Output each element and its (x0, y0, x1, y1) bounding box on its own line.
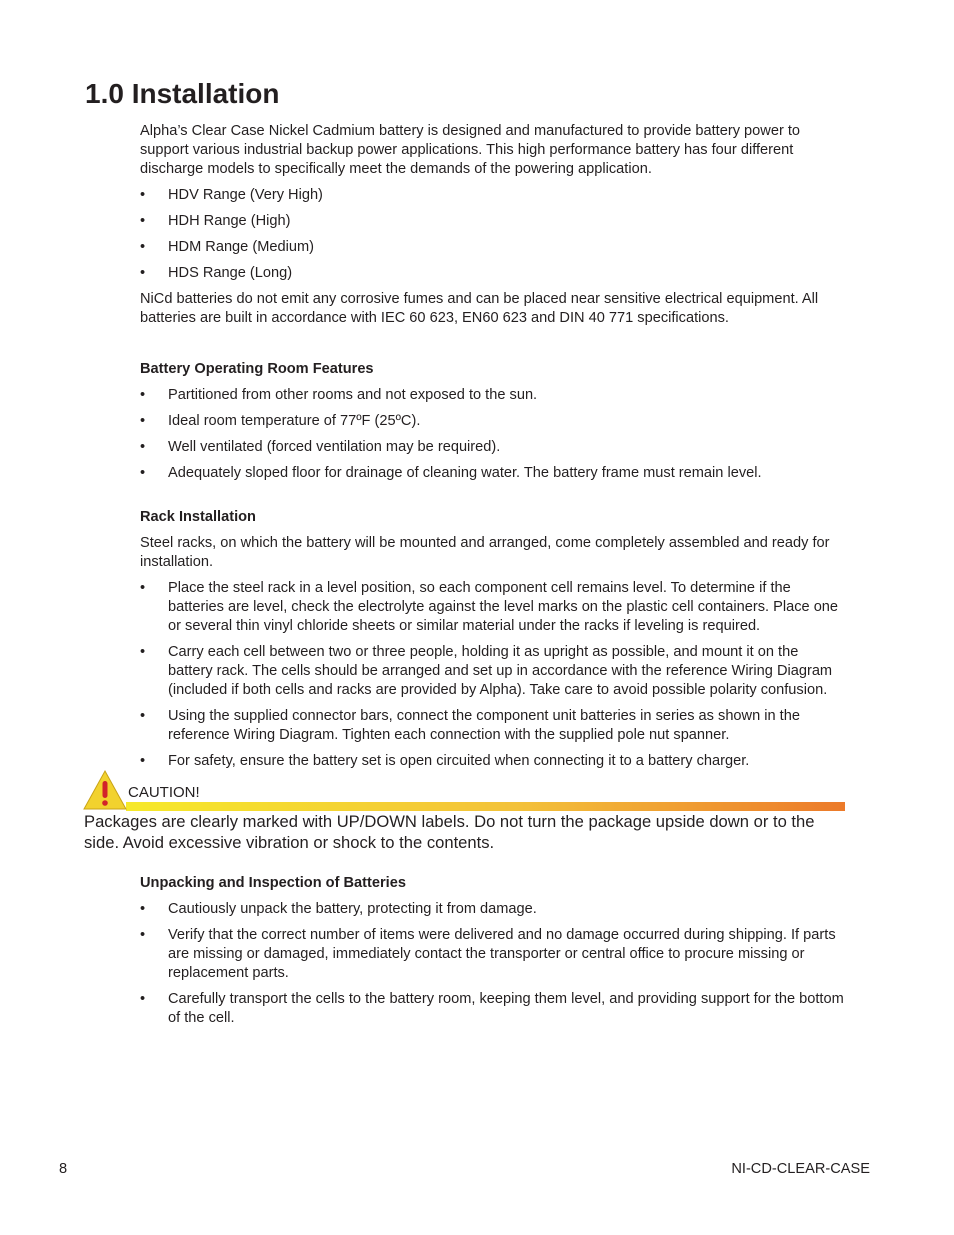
caution-label: CAUTION! (128, 784, 200, 801)
list-item: • Carry each cell between two or three people, holding it as upright as possible, and mount it on the battery rack. The cells should be arranged and set up in accordance with the reference Wiring Diagram (included if both cells and racks are provided by Alpha). Take care to avoid possible polarity confusion. (140, 643, 845, 700)
list-item: • For safety, ensure the battery set is open circuited when connecting it to a battery charger. (140, 752, 845, 771)
list-item: • HDM Range (Medium) (140, 238, 845, 257)
page-title: 1.0 Installation (85, 78, 280, 109)
room-features-list (140, 386, 845, 483)
room-features-heading: Battery Operating Room Features (140, 361, 374, 377)
main-content (84, 122, 845, 1035)
list-item: • Adequately sloped floor for drainage of cleaning water. The battery frame must remain level. (140, 464, 845, 483)
document-id: NI-CD-CLEAR-CASE (731, 1161, 870, 1177)
list-item: • Carefully transport the cells to the battery room, keeping them level, and providing support for the bottom of the cell. (140, 990, 845, 1028)
caution-callout (84, 783, 845, 853)
intro-paragraph: Alpha’s Clear Case Nickel Cadmium battery is designed and manufactured to provide battery power to support various industrial backup power applications. This high performance battery has four different discharge models to specifically meet the demands of the powering application. (140, 123, 801, 177)
list-item: • HDH Range (High) (140, 212, 845, 231)
nicd-note-paragraph: NiCd batteries do not emit any corrosive fumes and can be placed near sensitive electrical equipment. All batteries are built in accordance with IEC 60 623, EN60 623 and DIN 40 771 specifications. (140, 291, 819, 326)
caution-bar (126, 802, 845, 811)
rack-installation-heading: Rack Installation (140, 509, 256, 525)
rack-intro-paragraph: Steel racks, on which the battery will be mounted and arranged, come completely assembled and ready for installation. (140, 535, 830, 570)
warning-triangle-icon (82, 769, 128, 811)
rack-installation-list (140, 579, 845, 771)
unpacking-heading: Unpacking and Inspection of Batteries (140, 875, 406, 891)
list-item: • Ideal room temperature of 77ºF (25ºC). (140, 412, 845, 431)
list-item: • Using the supplied connector bars, connect the component unit batteries in series as shown in the reference Wiring Diagram. Tighten each connection with the supplied pole nut spanner. (140, 707, 845, 745)
list-item: • Well ventilated (forced ventilation may be required). (140, 438, 845, 457)
list-item: • Verify that the correct number of items were delivered and no damage occurred during shipping. If parts are missing or damaged, immediately contact the transporter or central office to procure missing or replacement parts. (140, 926, 845, 983)
discharge-range-list (140, 186, 845, 283)
list-item: • HDV Range (Very High) (140, 186, 845, 205)
list-item: • Partitioned from other rooms and not exposed to the sun. (140, 386, 845, 405)
page-number: 8 (59, 1161, 68, 1177)
list-item: • HDS Range (Long) (140, 264, 845, 283)
unpacking-list (140, 900, 845, 1028)
list-item: • Place the steel rack in a level position, so each component cell remains level. To determine if the batteries are level, check the electrolyte against the level marks on the plastic cell containers. Place one or several thin vinyl chloride sheets or similar material under the racks if leveling is required. (140, 579, 845, 636)
list-item: • Cautiously unpack the battery, protecting it from damage. (140, 900, 845, 919)
caution-text: Packages are clearly marked with UP/DOWN labels. Do not turn the package upside down or to the side. Avoid excessive vibration or shock to the contents. (84, 812, 815, 852)
